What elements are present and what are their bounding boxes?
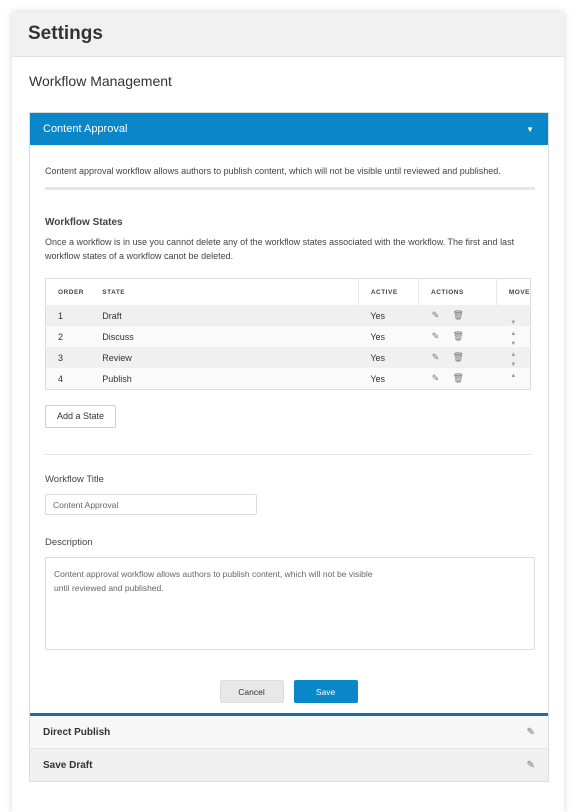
row-order: 4 bbox=[46, 368, 103, 390]
arrow-up-icon[interactable]: ▲ bbox=[510, 351, 517, 358]
trash-icon[interactable]: 🗑 bbox=[452, 310, 464, 320]
table-row bbox=[46, 305, 531, 326]
row-state: Publish bbox=[102, 368, 358, 390]
row-state: Discuss bbox=[102, 326, 358, 347]
pencil-icon[interactable]: ✎ bbox=[526, 726, 535, 738]
direct-publish-title: Direct Publish bbox=[43, 726, 111, 738]
trash-icon[interactable]: 🗑 bbox=[452, 373, 464, 383]
row-state: Review bbox=[102, 347, 358, 368]
row-active: Yes bbox=[358, 368, 418, 390]
settings-header bbox=[12, 12, 564, 57]
panel-intro: Content approval workflow allows authors to publish content, which will not be visible until reviewed and published. bbox=[45, 145, 535, 190]
col-move: MOVE bbox=[496, 279, 530, 306]
table-row bbox=[46, 326, 531, 347]
panel-title: Content Approval bbox=[43, 123, 128, 135]
arrow-down-icon[interactable]: ▼ bbox=[510, 361, 517, 368]
workflow-states-title: Workflow States bbox=[45, 217, 123, 228]
row-state: Draft bbox=[102, 305, 358, 326]
form-buttons bbox=[45, 680, 532, 703]
description-textarea[interactable] bbox=[45, 557, 535, 650]
divider bbox=[45, 454, 531, 455]
pencil-icon[interactable]: ✎ bbox=[431, 373, 440, 383]
trash-icon[interactable]: 🗑 bbox=[452, 352, 464, 362]
add-state-button[interactable]: Add a State bbox=[45, 405, 116, 428]
table-header-row bbox=[46, 279, 531, 306]
direct-publish-row[interactable] bbox=[30, 716, 548, 749]
arrow-down-icon[interactable]: ▼ bbox=[510, 340, 517, 347]
panel-body bbox=[30, 145, 548, 713]
section-title: Workflow Management bbox=[29, 73, 172, 89]
page-title: Settings bbox=[28, 23, 103, 44]
row-active: Yes bbox=[358, 305, 418, 326]
workflow-title-label: Workflow Title bbox=[45, 474, 104, 485]
caret-down-icon[interactable]: ▼ bbox=[526, 124, 534, 134]
table-row bbox=[46, 368, 531, 390]
row-order: 2 bbox=[46, 326, 103, 347]
arrow-up-icon[interactable]: ▲ bbox=[510, 372, 517, 379]
col-actions: ACTIONS bbox=[419, 279, 497, 306]
table-row bbox=[46, 347, 531, 368]
row-active: Yes bbox=[358, 347, 418, 368]
arrow-up-icon[interactable]: ▲ bbox=[510, 330, 517, 337]
workflow-states-description: Once a workflow is in use you cannot delete any of the workflow states associated with the workflow. The first and last workflow states of a workflow canot be deleted. bbox=[45, 237, 515, 261]
row-active: Yes bbox=[358, 326, 418, 347]
save-draft-title: Save Draft bbox=[43, 759, 93, 771]
content-approval-header[interactable] bbox=[30, 113, 548, 145]
col-state: STATE bbox=[102, 279, 358, 306]
description-text: Content approval workflow allows authors to publish content, which will not be visible until reviewed and published. bbox=[54, 569, 373, 593]
pencil-icon[interactable]: ✎ bbox=[431, 352, 440, 362]
content-approval-panel bbox=[29, 112, 549, 782]
save-draft-row[interactable] bbox=[30, 749, 548, 781]
row-order: 3 bbox=[46, 347, 103, 368]
settings-frame bbox=[12, 12, 564, 812]
workflow-states-table bbox=[45, 278, 531, 390]
workflow-title-input[interactable] bbox=[45, 494, 257, 515]
pencil-icon[interactable]: ✎ bbox=[431, 310, 440, 320]
description-label: Description bbox=[45, 537, 93, 548]
col-order: ORDER bbox=[46, 279, 103, 306]
pencil-icon[interactable]: ✎ bbox=[431, 331, 440, 341]
arrow-down-icon[interactable]: ▼ bbox=[510, 319, 517, 326]
trash-icon[interactable]: 🗑 bbox=[452, 331, 464, 341]
pencil-icon[interactable]: ✎ bbox=[526, 759, 535, 771]
col-active: ACTIVE bbox=[358, 279, 418, 306]
cancel-button[interactable]: Cancel bbox=[220, 680, 284, 703]
save-button[interactable]: Save bbox=[294, 680, 358, 703]
row-order: 1 bbox=[46, 305, 103, 326]
